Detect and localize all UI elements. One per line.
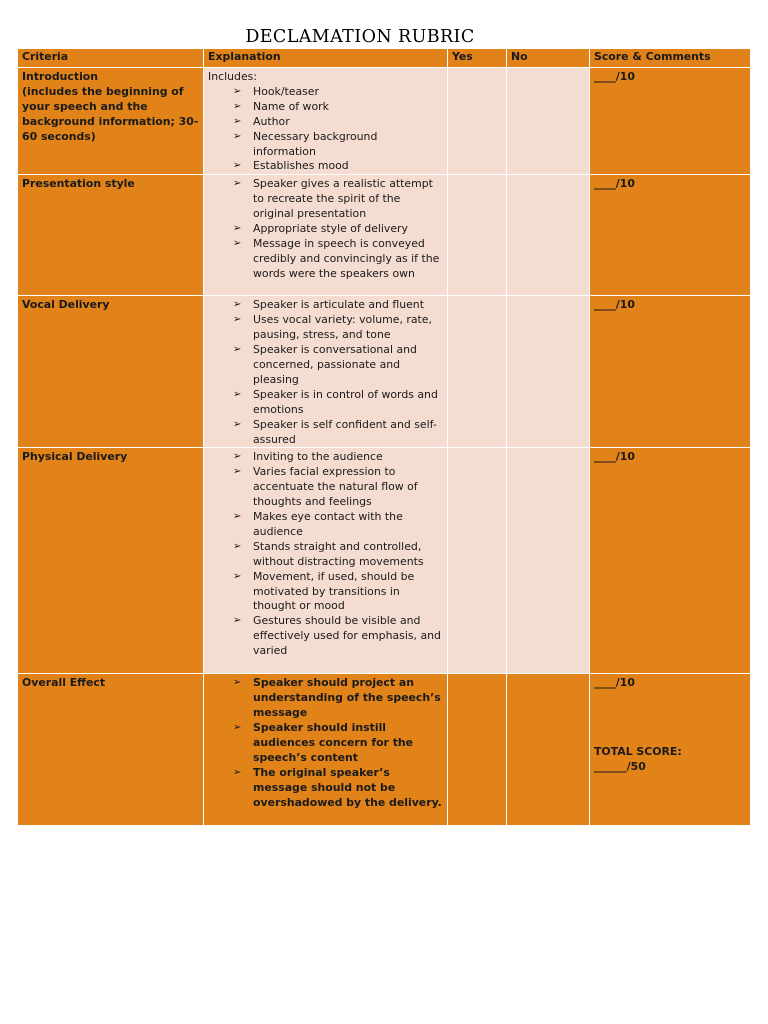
list-item: ➢ Speaker gives a realistic attempt to recreate the spirit of the original presentation — [233, 177, 433, 221]
table-row — [18, 448, 751, 674]
score-field: ____/10 — [594, 450, 635, 464]
yes-cell — [448, 674, 507, 826]
arrow-bullet-icon: ➢ — [233, 766, 242, 778]
arrow-bullet-icon: ➢ — [233, 223, 242, 235]
header-no: No — [507, 49, 590, 68]
list-item: ➢ Stands straight and controlled, without distracting movements — [233, 539, 424, 568]
list-item: ➢ Varies facial expression to accentuate the natural flow of thoughts and feelings — [233, 465, 418, 509]
arrow-bullet-icon: ➢ — [233, 344, 242, 356]
arrow-bullet-icon: ➢ — [233, 388, 242, 400]
list-item: ➢ Speaker is in control of words and emotions — [233, 387, 438, 416]
yes-cell — [448, 448, 507, 674]
arrow-bullet-icon: ➢ — [233, 418, 242, 430]
arrow-bullet-icon: ➢ — [233, 540, 242, 552]
list-item: ➢ Hook/teaser — [233, 84, 319, 98]
arrow-bullet-icon: ➢ — [233, 466, 242, 478]
arrow-bullet-icon: ➢ — [233, 722, 242, 734]
criteria-label: Vocal Delivery — [22, 298, 110, 312]
arrow-bullet-icon: ➢ — [233, 130, 242, 142]
list-item: ➢ Establishes mood — [233, 159, 349, 173]
list-item: ➢ The original speaker’s message should not be overshadowed by the delivery. — [233, 765, 442, 809]
arrow-bullet-icon: ➢ — [233, 677, 242, 689]
criteria-detail: (includes the beginning of your speech and the background information; 30-60 seconds) — [22, 84, 199, 143]
arrow-bullet-icon: ➢ — [233, 237, 242, 249]
no-cell — [507, 175, 590, 296]
list-item: ➢ Name of work — [233, 99, 329, 113]
list-item: ➢ Speaker is self confident and self-assured — [233, 417, 437, 446]
arrow-bullet-icon: ➢ — [233, 115, 242, 127]
table-row — [18, 674, 751, 826]
header-score-comments: Score & Comments — [590, 49, 751, 68]
arrow-bullet-icon: ➢ — [233, 615, 242, 627]
table-row — [18, 68, 751, 175]
yes-cell — [448, 68, 507, 175]
score-field: ____/10 — [594, 676, 635, 690]
list-item: ➢ Inviting to the audience — [233, 450, 383, 464]
criteria-label: Introduction — [22, 70, 99, 83]
header-row — [18, 49, 751, 68]
list-item: ➢ Necessary background information — [233, 129, 378, 158]
list-item: ➢ Uses vocal variety: volume, rate, pausing, stress, and tone — [233, 313, 432, 342]
header-explanation: Explanation — [204, 49, 448, 68]
header-yes: Yes — [448, 49, 507, 68]
yes-cell — [448, 175, 507, 296]
criteria-label: Overall Effect — [22, 676, 106, 690]
no-cell — [507, 68, 590, 175]
explanation-list — [208, 450, 443, 659]
list-item: ➢ Speaker is articulate and fluent — [233, 298, 424, 312]
explanation-list — [208, 676, 443, 810]
list-item: ➢ Message in speech is conveyed credibly and convincingly as if the words were the speakers own — [233, 236, 440, 280]
score-field: ____/10 — [594, 298, 635, 312]
explanation-intro: Includes: — [208, 70, 257, 83]
arrow-bullet-icon: ➢ — [233, 511, 242, 523]
explanation-list — [208, 85, 443, 174]
table-row — [18, 296, 751, 448]
arrow-bullet-icon: ➢ — [233, 160, 242, 172]
score-field: ____/10 — [594, 177, 635, 191]
criteria-label: Physical Delivery — [22, 450, 128, 464]
arrow-bullet-icon: ➢ — [233, 85, 242, 97]
list-item: ➢ Author — [233, 114, 290, 128]
arrow-bullet-icon: ➢ — [233, 314, 242, 326]
list-item: ➢ Makes eye contact with the audience — [233, 510, 403, 538]
arrow-bullet-icon: ➢ — [233, 570, 242, 582]
header-criteria: Criteria — [18, 49, 204, 68]
no-cell — [507, 674, 590, 826]
rubric-table — [17, 48, 751, 826]
no-cell — [507, 296, 590, 448]
score-field: ____/10 — [594, 70, 635, 83]
arrow-bullet-icon: ➢ — [233, 100, 242, 112]
yes-cell — [448, 296, 507, 448]
total-score-label: TOTAL SCORE: — [594, 745, 682, 759]
explanation-list — [208, 298, 443, 447]
criteria-label: Presentation style — [22, 177, 135, 191]
list-item: ➢ Speaker is conversational and concerned, passionate and pleasing — [233, 343, 417, 386]
document-title: DECLAMATION RUBRIC — [245, 27, 475, 47]
no-cell — [507, 448, 590, 674]
table-row — [18, 175, 751, 296]
explanation-list — [208, 177, 443, 281]
list-item: ➢ Speaker should instill audiences concern for the speech’s content — [233, 721, 414, 764]
list-item: ➢ Gestures should be visible and effectively used for emphasis, and varied — [233, 614, 441, 658]
list-item: ➢ Movement, if used, should be motivated by transitions in thought or mood — [233, 569, 415, 613]
arrow-bullet-icon: ➢ — [233, 451, 242, 463]
arrow-bullet-icon: ➢ — [233, 299, 242, 311]
arrow-bullet-icon: ➢ — [233, 178, 242, 190]
list-item: ➢ Speaker should project an understanding of the speech’s message — [233, 676, 441, 720]
list-item: ➢ Appropriate style of delivery — [233, 222, 408, 236]
total-score-field: ______/50 — [594, 760, 646, 774]
